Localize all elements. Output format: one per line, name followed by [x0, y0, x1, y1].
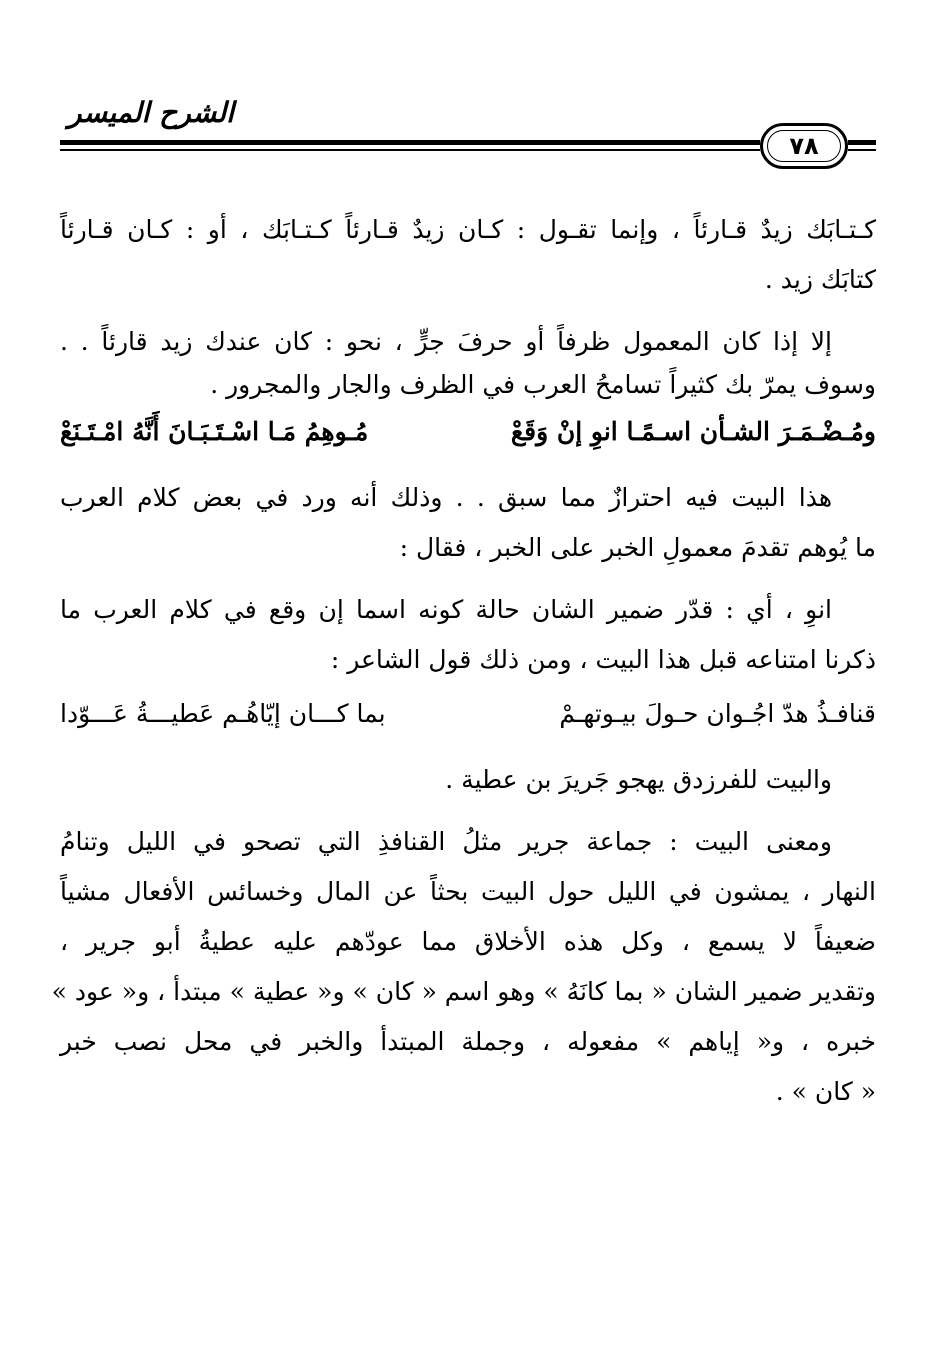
text-line: النهار ، يمشون في الليل حول البيت بحثاً عن المال وخسائس الأفعال مشياً — [60, 877, 876, 906]
text-line: كـتـابَك زيدٌ قـارئاً ، وإنما تقـول : كـان زيدٌ قـارئاً كـتـابَك ، أو : كـان قـارئاً — [60, 215, 876, 244]
header-rule-thin — [60, 149, 760, 151]
verse-first-hemistich: قنافـذُ هدّ اجُـوان حـولَ بيـوتهـمْ — [559, 699, 876, 728]
header-rule-right-thin — [848, 149, 876, 151]
verse — [60, 685, 876, 743]
text-line: ذكرنا امتناعه قبل هذا البيت ، ومن ذلك قول الشاعر : — [330, 645, 876, 674]
book-title: الشرح الميسر — [68, 96, 234, 129]
page-body — [51, 205, 876, 1117]
text-line: ومعنى البيت : جماعة جرير مثلُ القنافذِ التي تصحو في الليل وتنامُ — [60, 827, 832, 856]
text-line: كتابَك زيد . — [764, 265, 876, 294]
text-line: ما يُوهم تقدمَ معمولِ الخبر على الخبر ، فقال : — [399, 533, 876, 562]
paragraph — [60, 585, 876, 685]
verse-first-hemistich: ومُـضْـمَـرَ الشـأن اسـمًـا انوِ إنْ وَقَعْ — [510, 417, 876, 446]
verse-second-hemistich: مُـوهِمُ مَـا اسْـتَـبَـانَ أَنَّهُ امْـتَـنَعْ — [60, 417, 369, 446]
text-line: « كان » . — [775, 1077, 876, 1106]
text-line: والبيت للفرزدق يهجو جَريرَ بن عطية . — [445, 765, 832, 794]
verse-second-hemistich: بما كـــان إيّاهُـم عَطيـــةُ عَـــوّدا — [60, 699, 386, 728]
text-line: وتقدير ضمير الشان « بما كانَهُ » وهو اسم « كان » و« عطية » مبتدأ ، و« عود » — [51, 977, 876, 1006]
text-line: خبره ، و« إياهم » مفعوله ، وجملة المبتدأ والخبر في محل نصب خبر — [60, 1027, 876, 1056]
paragraph — [51, 817, 876, 1117]
paragraph — [60, 205, 876, 305]
paragraph — [60, 473, 876, 573]
page-number-badge — [760, 123, 848, 169]
verse — [60, 403, 876, 461]
paragraph — [60, 317, 876, 403]
page-header — [60, 96, 880, 186]
text-line: هذا البيت فيه احترازٌ مما سبق . . وذلك أنه ورد في بعض كلام العرب — [60, 483, 832, 512]
text-line: انوِ ، أي : قدّر ضمير الشان حالة كونه اسما إن وقع في كلام العرب ما — [60, 595, 832, 624]
page-number: ٧٨ — [789, 132, 819, 160]
text-line: وسوف يمرّ بك كثيراً تسامحُ العرب في الظرف والجار والمجرور . — [210, 370, 876, 399]
header-rule-right-thick — [848, 140, 876, 145]
text-line: ضعيفاً لا يسمع ، وكل هذه الأخلاق مما عودّهم عليه عطيةُ أبو جرير ، — [60, 927, 876, 956]
text-line: إلا إذا كان المعمول ظرفاً أو حرفَ جرٍّ ، نحو : كان عندك زيد قارئاً . . — [60, 327, 832, 356]
header-rule-thick — [60, 140, 760, 145]
paragraph — [60, 755, 876, 805]
